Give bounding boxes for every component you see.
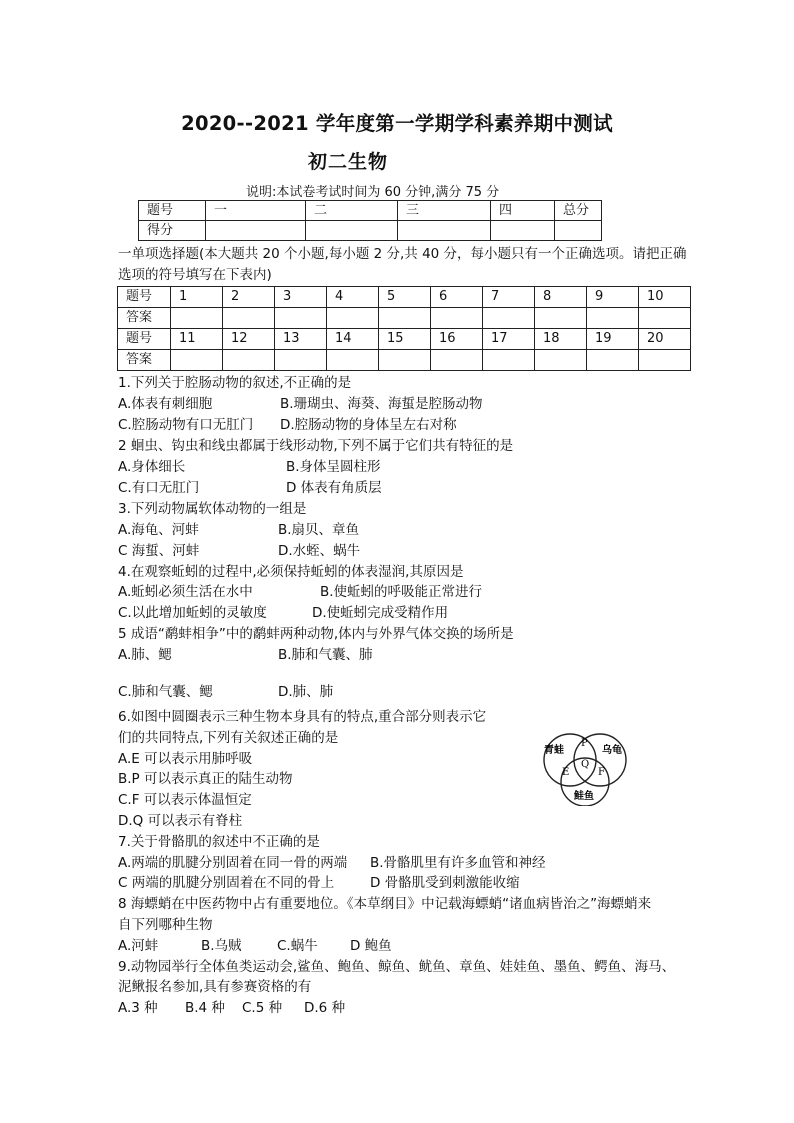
option-3c: C 海蜇、河蚌 — [118, 543, 200, 559]
venn-label-turtle: 乌龟 — [602, 745, 622, 756]
answer-blank[interactable] — [431, 350, 483, 371]
score-blank[interactable] — [206, 221, 306, 241]
option-3b: B.扇贝、章鱼 — [278, 522, 360, 538]
answer-blank[interactable] — [275, 308, 327, 329]
question-9-cont: 泥鳅报名参加,具有参赛资格的有 — [118, 979, 312, 995]
question-2: 2 蛔虫、钩虫和线虫都属于线形动物,下列不属于它们共有特征的是 — [118, 438, 514, 454]
option-4b: B.使蚯蚓的呼吸能正常进行 — [320, 584, 483, 600]
score-blank[interactable] — [306, 221, 398, 241]
option-1b: B.珊瑚虫、海葵、海蜇是腔肠动物 — [280, 396, 483, 412]
answer-blank[interactable] — [327, 308, 379, 329]
option-2c: C.有口无肛门 — [118, 480, 200, 496]
score-cell: 四 — [491, 201, 555, 221]
score-blank[interactable] — [555, 221, 602, 241]
answer-table — [117, 286, 691, 371]
answer-label: 题号 — [118, 329, 171, 350]
answer-blank[interactable] — [535, 350, 587, 371]
exam-note: 说明:本试卷考试时间为 60 分钟,满分 75 分 — [246, 185, 500, 200]
question-number: 20 — [639, 329, 691, 350]
answer-blank[interactable] — [587, 308, 639, 329]
option-7a: A.两端的肌腱分别固着在同一骨的两端 — [118, 855, 348, 871]
question-number: 13 — [275, 329, 327, 350]
question-6: 6.如图中圆圈表示三种生物本身具有的特点,重合部分则表示它 — [118, 709, 487, 725]
answer-blank[interactable] — [223, 308, 275, 329]
question-number: 16 — [431, 329, 483, 350]
answer-row-numbers — [118, 329, 691, 350]
score-row-header — [139, 201, 602, 221]
question-number: 3 — [275, 287, 327, 308]
subject-title: 初二生物 — [308, 151, 389, 173]
question-7: 7.关于骨骼肌的叙述中不正确的是 — [118, 834, 320, 850]
score-blank[interactable] — [491, 221, 555, 241]
score-blank[interactable] — [398, 221, 491, 241]
question-number: 4 — [327, 287, 379, 308]
question-8-cont: 自下列哪种生物 — [118, 917, 213, 933]
question-number: 1 — [171, 287, 223, 308]
score-cell: 一 — [206, 201, 306, 221]
section-intro: 一单项选择题(本大题共 20 个小题,每小题 2 分,共 40 分，每小题只有一个正确选项。请把正确选项的符号填写在下表内) — [118, 246, 687, 283]
score-cell: 总分 — [555, 201, 602, 221]
question-number: 12 — [223, 329, 275, 350]
option-1a: A.体表有刺细胞 — [118, 396, 213, 412]
question-number: 10 — [639, 287, 691, 308]
question-4: 4.在观察蚯蚓的过程中,必须保持蚯蚓的体表湿润,其原因是 — [118, 564, 464, 580]
score-cell: 二 — [306, 201, 398, 221]
answer-row-blanks — [118, 308, 691, 329]
option-5d: D.肺、肺 — [278, 684, 334, 700]
question-number: 19 — [587, 329, 639, 350]
venn-label-frog: 青蛙 — [544, 745, 564, 756]
option-6d: D.Q 可以表示有脊柱 — [118, 813, 243, 829]
option-4a: A.蚯蚓必须生活在水中 — [118, 584, 253, 600]
answer-label: 答案 — [118, 308, 171, 329]
answer-label: 答案 — [118, 350, 171, 371]
option-7c: C 两端的肌腱分别固着在不同的骨上 — [118, 875, 335, 891]
option-2d: D 体表有角质层 — [286, 480, 382, 496]
option-5c: C.肺和气囊、鳃 — [118, 684, 213, 700]
score-row-values — [139, 221, 602, 241]
score-cell: 题号 — [139, 201, 206, 221]
question-number: 11 — [171, 329, 223, 350]
answer-blank[interactable] — [171, 308, 223, 329]
option-9c: C.5 种 — [242, 1000, 283, 1016]
option-5a: A.肺、鳃 — [118, 647, 172, 663]
option-9d: D.6 种 — [304, 1000, 346, 1016]
option-2a: A.身体细长 — [118, 459, 186, 475]
answer-blank[interactable] — [327, 350, 379, 371]
option-5b: B.肺和气囊、肺 — [278, 647, 373, 663]
venn-region-f: F — [598, 767, 605, 778]
option-3d: D.水蛭、蜗牛 — [278, 543, 361, 559]
option-8d: D 鲍鱼 — [350, 938, 392, 954]
question-number: 14 — [327, 329, 379, 350]
question-6-cont: 们的共同特点,下列有关叙述正确的是 — [118, 730, 339, 746]
option-9b: B.4 种 — [185, 1000, 225, 1016]
venn-region-q: Q — [581, 759, 590, 770]
question-number: 7 — [483, 287, 535, 308]
venn-diagram — [522, 720, 644, 806]
answer-blank[interactable] — [379, 308, 431, 329]
question-9: 9.动物园举行全体鱼类运动会,鲨鱼、鲍鱼、鲸鱼、鱿鱼、章鱼、娃娃鱼、墨鱼、鳄鱼、海马、 — [118, 959, 676, 975]
option-8a: A.河蚌 — [118, 938, 159, 954]
question-number: 6 — [431, 287, 483, 308]
venn-label-salmon: 鲑鱼 — [574, 791, 594, 802]
option-1d: D.腔肠动物的身体呈左右对称 — [280, 417, 457, 433]
option-7d: D 骨骼肌受到刺激能收缩 — [370, 875, 520, 891]
venn-region-p: P — [581, 738, 588, 749]
option-6a: A.E 可以表示用肺呼吸 — [118, 751, 253, 767]
answer-blank[interactable] — [483, 308, 535, 329]
option-6b: B.P 可以表示真正的陆生动物 — [118, 771, 293, 787]
question-8: 8 海螵蛸在中医药物中占有重要地位。《本草纲目》中记载海螵蛸“诸血病皆治之”海螵蛸来 — [118, 896, 652, 912]
question-1: 1.下列关于腔肠动物的叙述,不正确的是 — [118, 375, 352, 391]
answer-blank[interactable] — [379, 350, 431, 371]
question-3: 3.下列动物属软体动物的一组是 — [118, 501, 307, 517]
answer-blank[interactable] — [171, 350, 223, 371]
option-8b: B.乌贼 — [201, 938, 242, 954]
venn-region-e: E — [562, 767, 570, 778]
question-number: 5 — [379, 287, 431, 308]
question-number: 18 — [535, 329, 587, 350]
question-number: 9 — [587, 287, 639, 308]
score-cell: 三 — [398, 201, 491, 221]
option-2b: B.身体呈圆柱形 — [286, 459, 381, 475]
question-5: 5 成语“鹬蚌相争”中的鹬蚌两种动物,体内与外界气体交换的场所是 — [118, 626, 514, 642]
answer-blank[interactable] — [639, 308, 691, 329]
answer-blank[interactable] — [483, 350, 535, 371]
option-1c: C.腔肠动物有口无肛门 — [118, 417, 254, 433]
question-number: 15 — [379, 329, 431, 350]
answer-label: 题号 — [118, 287, 171, 308]
option-4c: C.以此增加蚯蚓的灵敏度 — [118, 605, 267, 621]
score-cell: 得分 — [139, 221, 206, 241]
question-number: 17 — [483, 329, 535, 350]
answer-blank[interactable] — [587, 350, 639, 371]
answer-row-blanks — [118, 350, 691, 371]
answer-blank[interactable] — [639, 350, 691, 371]
question-number: 8 — [535, 287, 587, 308]
option-7b: B.骨骼肌里有许多血管和神经 — [370, 855, 546, 871]
score-table — [138, 200, 602, 241]
question-number: 2 — [223, 287, 275, 308]
option-9a: A.3 种 — [118, 1000, 158, 1016]
answer-blank[interactable] — [535, 308, 587, 329]
exam-title: 2020--2021 学年度第一学期学科素养期中测试 — [181, 112, 613, 135]
answer-blank[interactable] — [275, 350, 327, 371]
answer-blank[interactable] — [223, 350, 275, 371]
answer-blank[interactable] — [431, 308, 483, 329]
option-3a: A.海龟、河蚌 — [118, 522, 199, 538]
option-4d: D.使蚯蚓完成受精作用 — [312, 605, 449, 621]
answer-row-numbers — [118, 287, 691, 308]
option-8c: C.蜗牛 — [277, 938, 318, 954]
option-6c: C.F 可以表示体温恒定 — [118, 792, 252, 808]
